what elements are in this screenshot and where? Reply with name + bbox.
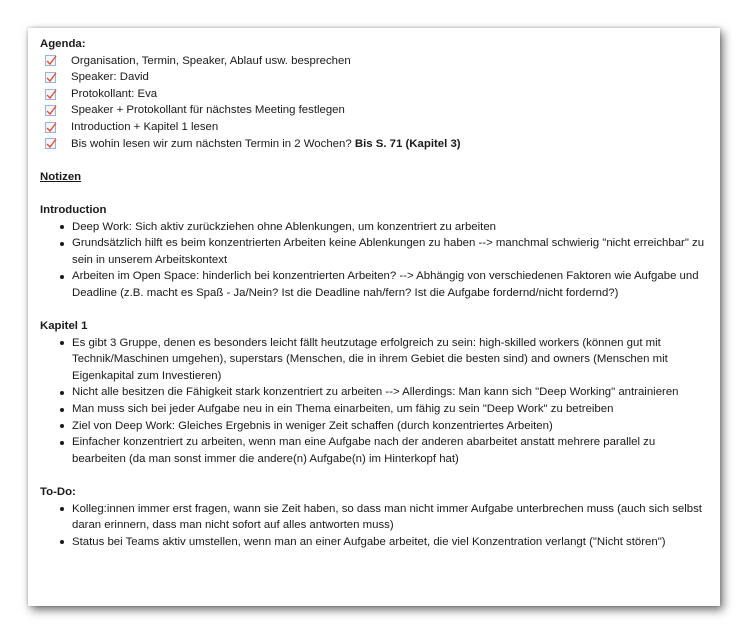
- agenda-item: [40, 86, 710, 103]
- list-item: Ziel von Deep Work: Gleiches Ergebnis in weniger Zeit schaffen (durch konzentriertes Arbeiten): [40, 418, 710, 435]
- agenda-item-text: Speaker: David: [71, 71, 149, 84]
- list-item: Grundsätzlich hilft es beim konzentrierten Arbeiten keine Ablenkungen zu haben --> manchmal schwierig "nicht erreichbar" zu sein in unserem Arbeitskontext: [40, 235, 710, 268]
- list-item: Deep Work: Sich aktiv zurückziehen ohne Ablenkungen, um konzentriert zu arbeiten: [40, 219, 710, 236]
- list-item: Man muss sich bei jeder Aufgabe neu in ein Thema einarbeiten, um fähig zu sein "Deep Work" zu betreiben: [40, 401, 710, 418]
- agenda-item: [40, 136, 710, 153]
- agenda-checklist: [40, 53, 710, 153]
- checkbox-checked-icon[interactable]: [45, 72, 56, 83]
- checkbox-checked-icon[interactable]: [45, 105, 56, 116]
- list-item: Arbeiten im Open Space: hinderlich bei konzentrierten Arbeiten? --> Abhängig von verschiedenen Faktoren wie Aufgabe und Deadline (z.B. macht es Spaß - Ja/Nein? Ist die Deadline nah/fern? Ist die Aufgabe fordernd/nicht fordernd?): [40, 268, 710, 301]
- agenda-item-text: Speaker + Protokollant für nächstes Meeting festlegen: [71, 104, 345, 117]
- agenda-item-text: Protokollant: Eva: [71, 87, 158, 100]
- checkbox-checked-icon[interactable]: [45, 55, 56, 66]
- kapitel1-title: Kapitel 1: [40, 320, 88, 333]
- introduction-list: [40, 219, 710, 302]
- checkbox-checked-icon[interactable]: [45, 89, 56, 100]
- list-item: Nicht alle besitzen die Fähigkeit stark konzentriert zu arbeiten --> Allerdings: Man kann sich "Deep Working" antrainieren: [40, 384, 710, 401]
- agenda-item-answer: Bis S. 71 (Kapitel 3): [354, 137, 461, 150]
- checkbox-checked-icon[interactable]: [45, 138, 56, 149]
- agenda-item: [40, 102, 710, 119]
- kapitel1-list: [40, 335, 710, 468]
- document-page: [28, 28, 720, 606]
- agenda-item-text: Bis wohin lesen wir zum nächsten Termin in 2 Wochen? Bis S. 71 (Kapitel 3): [71, 137, 461, 150]
- todo-list: [40, 501, 710, 551]
- introduction-title: Introduction: [40, 203, 107, 216]
- agenda-item: [40, 53, 710, 70]
- agenda-title: Agenda:: [40, 38, 86, 50]
- list-item: Kolleg:innen immer erst fragen, wann sie Zeit haben, so dass man nicht immer Aufgabe unterbrechen muss (auch sich selbst daran erinnern, dass man nicht sofort auf alles antworten muss): [40, 501, 710, 534]
- notes-heading: Notizen: [40, 170, 82, 183]
- checkbox-checked-icon[interactable]: [45, 122, 56, 133]
- agenda-item-text: Organisation, Termin, Speaker, Ablauf usw. besprechen: [71, 54, 351, 67]
- agenda-item-text: Introduction + Kapitel 1 lesen: [71, 120, 219, 133]
- todo-title: To-Do:: [40, 486, 76, 499]
- agenda-item: [40, 119, 710, 136]
- list-item: Einfacher konzentriert zu arbeiten, wenn man eine Aufgabe nach der anderen abarbeitet anstatt mehrere parallel zu bearbeiten (da man sonst immer die andere(n) Aufgabe(n) im Hinterkopf hat): [40, 434, 710, 467]
- list-item: Status bei Teams aktiv umstellen, wenn man an einer Aufgabe arbeitet, die viel Konzentration verlangt ("Nicht stören"): [40, 534, 710, 551]
- list-item: Es gibt 3 Gruppe, denen es besonders leicht fällt heutzutage erfolgreich zu sein: high-skilled workers (können gut mit Technik/Maschinen umgehen), superstars (Menschen, die in ihrem Gebiet die besten sind) and owners (Menschen mit Eigenkapital zum Investieren): [40, 335, 710, 385]
- agenda-item: [40, 69, 710, 86]
